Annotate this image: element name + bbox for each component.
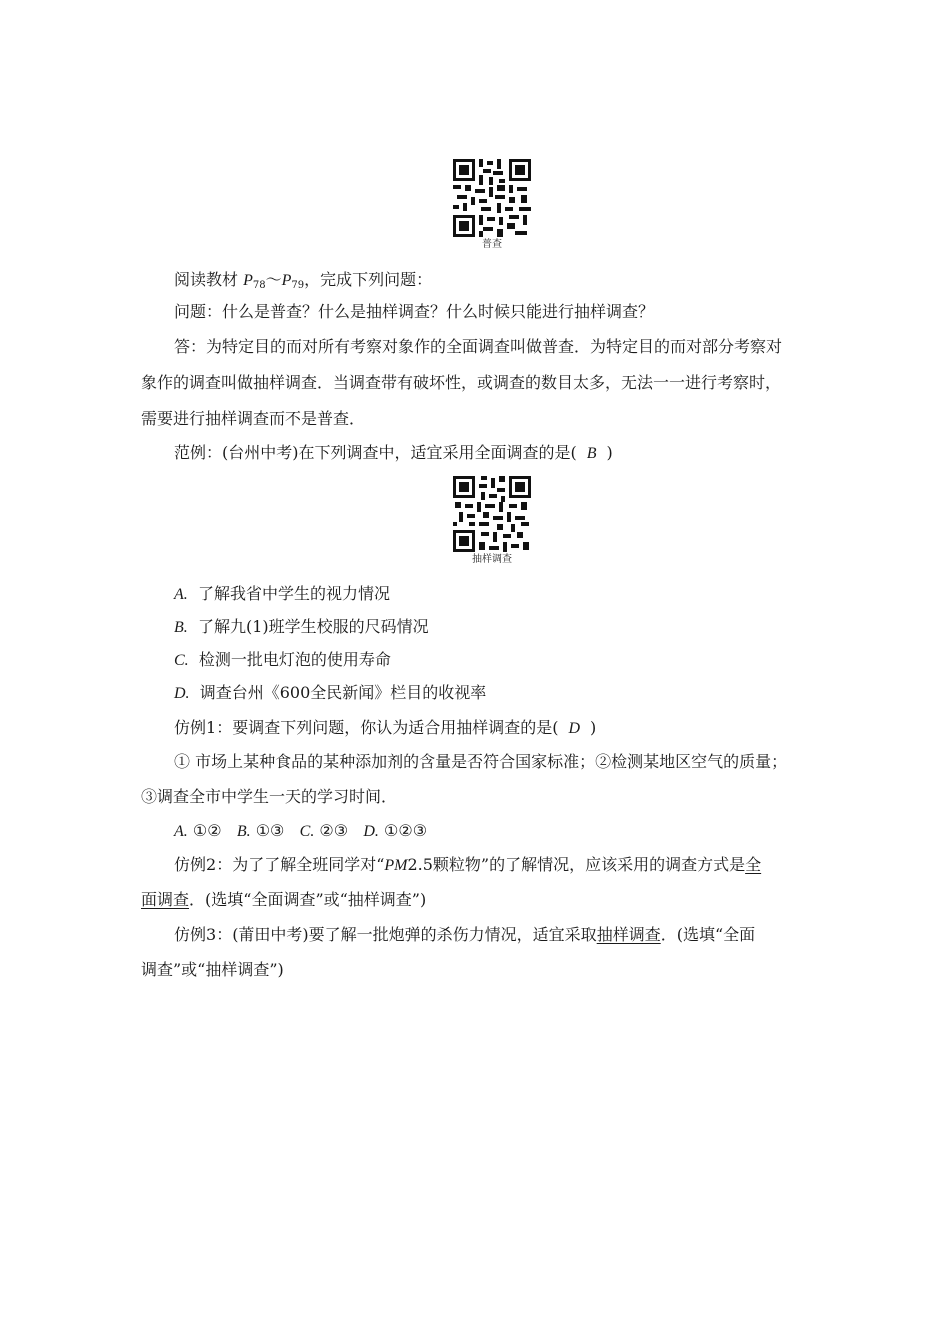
qr-caption-census: 普查 bbox=[482, 239, 502, 250]
example-text: 范例：(台州中考)在下列调查中，适宜采用全面调查的是( bbox=[174, 443, 577, 462]
reading-post: ，完成下列问题： bbox=[304, 270, 433, 289]
imitate3-pre: ：(莆田中考)要了解一批炮弹的杀伤力情况，适宜采取 bbox=[216, 925, 597, 944]
imitate2-post: ．(选填“全面调查”或“抽样调查”) bbox=[189, 890, 427, 909]
choice-letter: B. bbox=[236, 823, 251, 840]
imitate3-label: 仿例3 bbox=[174, 925, 217, 944]
choice-text: ①③ bbox=[255, 821, 285, 840]
imitate1-answer: D bbox=[568, 720, 580, 737]
page-p1: P bbox=[243, 272, 253, 289]
imitate1-choices bbox=[174, 821, 427, 842]
answer-line-1: 答：为特定目的而对所有考察对象作的全面调查叫做普查．为特定目的而对部分考察对 bbox=[174, 337, 783, 356]
option-letter: C. bbox=[174, 652, 189, 669]
reading-pre: 阅读教材 bbox=[174, 270, 244, 289]
option-letter: A. bbox=[174, 586, 188, 603]
imitate1-close: ) bbox=[590, 718, 597, 737]
question-text: 问题：什么是普查？什么是抽样调查？什么时候只能进行抽样调查？ bbox=[174, 302, 655, 321]
answer-line-2: 象作的调查叫做抽样调查．当调查带有破坏性，或调查的数目太多，无法一一进行考察时， bbox=[141, 373, 782, 392]
imitate2-pre: ：为了了解全班同学对“ bbox=[216, 855, 385, 874]
option-c bbox=[174, 650, 391, 671]
option-text: 了解九(1)班学生校服的尺码情况 bbox=[197, 617, 429, 636]
choice-letter: A. bbox=[174, 823, 188, 840]
imitate1-line-3: ③调查全市中学生一天的学习时间． bbox=[141, 787, 398, 806]
imitate2-answer-part1: 全 bbox=[745, 855, 762, 874]
page-tilde: ～ bbox=[265, 270, 282, 289]
option-text: 检测一批电灯泡的使用寿命 bbox=[198, 650, 391, 669]
option-text: 了解我省中学生的视力情况 bbox=[197, 584, 390, 603]
page-sub1: 78 bbox=[252, 280, 266, 291]
page-sub2: 79 bbox=[291, 280, 305, 291]
choice-letter: C. bbox=[299, 823, 315, 840]
imitate2-line-1 bbox=[174, 855, 761, 876]
imitate1-text: ：要调查下列问题，你认为适合用抽样调查的是( bbox=[216, 718, 559, 737]
imitate1-label: 仿例1 bbox=[174, 718, 217, 737]
imitate3-answer: 抽样调查 bbox=[596, 925, 661, 944]
choice-text: ①② bbox=[192, 821, 222, 840]
qr-caption-sampling: 抽样调查 bbox=[472, 554, 512, 565]
imitate2-answer-part2: 面调查 bbox=[141, 890, 190, 909]
example-answer: B bbox=[586, 445, 597, 462]
choice-letter: D. bbox=[363, 823, 379, 840]
example-question bbox=[174, 443, 613, 464]
imitate2-pm: PM bbox=[384, 857, 408, 874]
example-close: ) bbox=[606, 443, 613, 462]
option-text: 调查台州《600全民新闻》栏目的收视率 bbox=[199, 683, 487, 702]
option-letter: D. bbox=[174, 685, 190, 702]
answer-line-3: 需要进行抽样调查而不是普查． bbox=[141, 409, 366, 428]
page-p2: P bbox=[281, 272, 292, 289]
reading-instruction bbox=[174, 270, 432, 296]
imitate3-post: ．(选填“全面 bbox=[660, 925, 756, 944]
imitate1-line-2: ① 市场上某种食品的某种添加剂的含量是否符合国家标准；②检测某地区空气的质量； bbox=[174, 752, 788, 771]
option-a bbox=[174, 584, 390, 605]
qr-code-census bbox=[453, 159, 531, 237]
option-d bbox=[174, 683, 486, 704]
imitate2-line-2 bbox=[141, 890, 426, 910]
choice-text: ①②③ bbox=[384, 821, 428, 840]
imitate2-label: 仿例2 bbox=[174, 855, 217, 874]
imitate3-line-1 bbox=[174, 925, 755, 945]
imitate2-mid: 2.5颗粒物”的了解情况，应该采用的调查方式是 bbox=[407, 855, 746, 874]
option-letter: B. bbox=[174, 619, 188, 636]
imitate1-question bbox=[174, 718, 596, 739]
imitate3-line-2: 调查”或“抽样调查”) bbox=[141, 960, 284, 979]
choice-text: ②③ bbox=[319, 821, 349, 840]
qr-code-sampling bbox=[453, 476, 531, 552]
option-b bbox=[174, 617, 429, 638]
